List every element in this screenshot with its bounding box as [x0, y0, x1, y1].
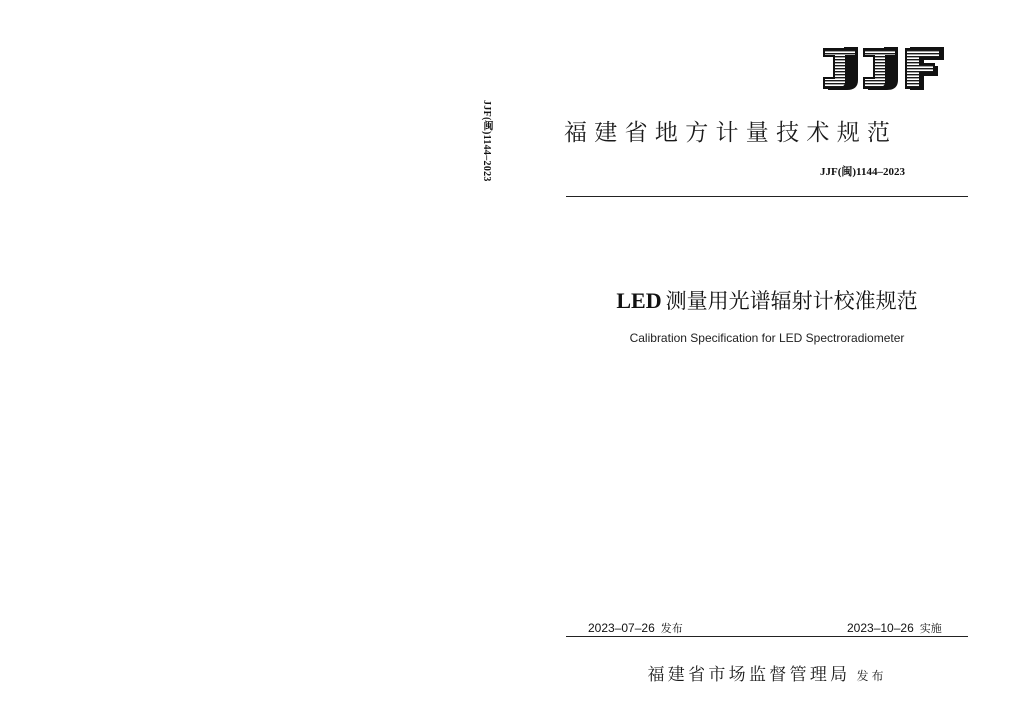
- english-title: Calibration Specification for LED Spectroradiometer: [629, 331, 905, 345]
- issue-date: 2023–07–26: [588, 621, 655, 635]
- bottom-divider: [566, 636, 968, 637]
- logo-letter-f: [906, 47, 944, 90]
- document-code: JJF(闽)1144–2023: [820, 166, 905, 178]
- publisher-label: 发布: [856, 669, 887, 683]
- logo-letter-j2: [864, 47, 898, 90]
- logo-letter-j1: [824, 47, 858, 90]
- document-title-chinese: 测量用光谱辐射计校准规范: [665, 289, 918, 313]
- implementation-date-row: [847, 620, 942, 636]
- organization-title: 福建省地方计量技术规范: [564, 120, 898, 146]
- implementation-label: 实施: [919, 622, 942, 635]
- document-title-latin: LED: [616, 288, 662, 313]
- publisher: [566, 660, 968, 685]
- jjf-logo: [822, 44, 946, 94]
- implementation-date: 2023–10–26: [847, 621, 914, 635]
- document-title: [566, 285, 968, 315]
- top-divider: [566, 196, 968, 197]
- issue-date-row: [588, 620, 683, 636]
- publisher-name: 福建省市场监督管理局: [647, 665, 851, 685]
- issue-label: 发布: [660, 622, 683, 635]
- spine-document-code: JJF(闽)1144–2023: [481, 100, 492, 182]
